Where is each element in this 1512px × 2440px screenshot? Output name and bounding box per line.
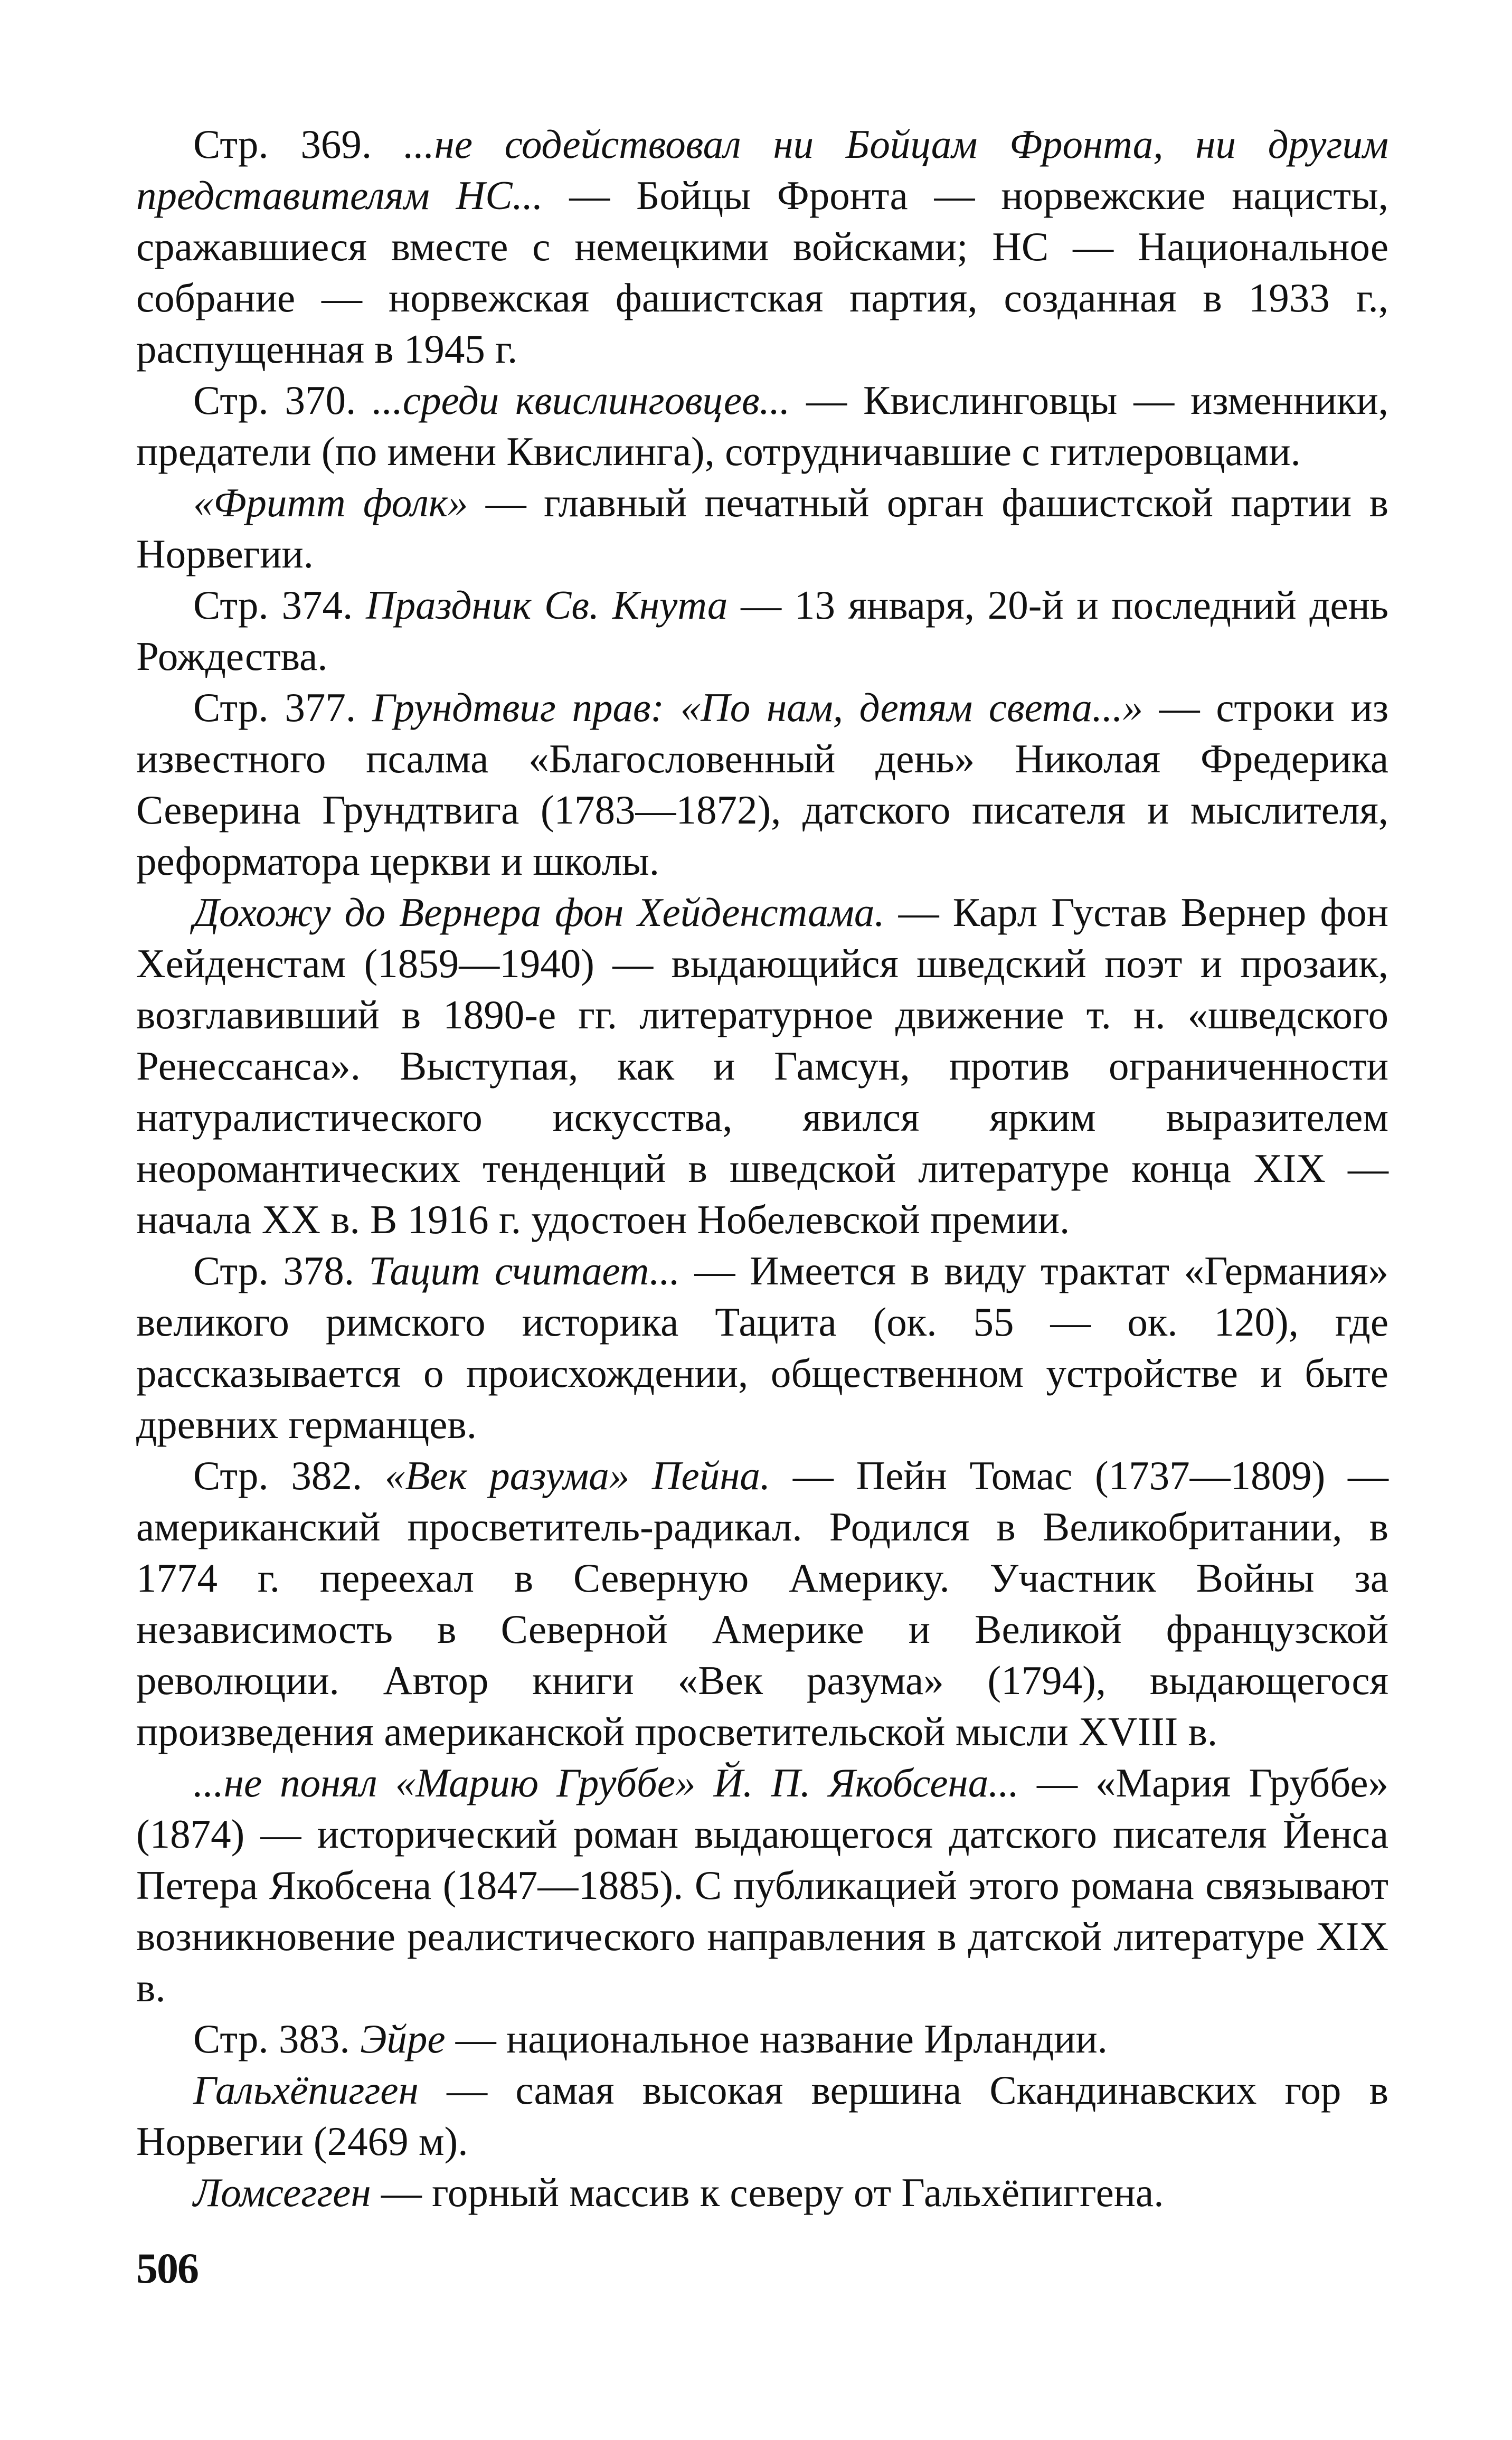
page-reference: Стр. 369. <box>193 121 404 167</box>
commentary-text: — 13 января, 20-й и последний день Рождества. <box>136 582 1389 679</box>
annotated-phrase: Эйре <box>360 2016 446 2061</box>
annotated-phrase: Ломсегген <box>193 2170 371 2215</box>
commentary-text: — главный печатный орган фашистской партии в Норвегии. <box>136 480 1389 576</box>
note-paragraph <box>136 375 1388 477</box>
annotated-phrase: «Фритт фолк» <box>193 480 468 525</box>
note-paragraph <box>136 2065 1388 2167</box>
commentary-text: — «Мария Груббе» (1874) — исторический роман выдающегося датского писателя Йенса Петера Якобсена (1847—1885). С публикацией этого романа связывают возникновение реалистического направления в датской литературе XIX в. <box>136 1760 1388 2010</box>
note-paragraph <box>136 477 1388 580</box>
commentary-text: — Карл Густав Вернер фон Хейденстам (1859—1940) — выдающийся шведский поэт и прозаик, возглавивший в 1890-е гг. литературное движение т. н. «шведского Ренессанса». Выступая, как и Гамсун, против ограниченности натуралистического искусства, явился ярким выразителем неоромантических тенденций в шведской литературе конца XIX — начала XX в. В 1916 г. удостоен Нобелевской премии. <box>136 890 1388 1242</box>
note-paragraph <box>136 2013 1388 2065</box>
note-paragraph <box>136 1450 1388 1757</box>
annotated-phrase: Дохожу до Вернера фон Хейденстама. <box>193 890 885 935</box>
commentary-text: — Имеется в виду трактат «Германия» великого римского историка Тацита (ок. 55 — ок. 120), где рассказывается о происхождении, общественном устройстве и быте древних германцев. <box>136 1248 1388 1447</box>
page-body <box>136 119 1388 2218</box>
commentary-text: — самая высокая вершина Скандинавских гор в Норвегии (2469 м). <box>136 2067 1388 2164</box>
note-paragraph <box>136 887 1388 1245</box>
annotated-phrase: Тацит считает... <box>368 1248 681 1293</box>
annotated-phrase: ...не понял «Марию Груббе» Й. П. Якобсена... <box>193 1760 1019 1805</box>
annotated-phrase: ...не содействовал ни Бойцам Фронта, ни другим представителям НС... <box>136 121 1388 218</box>
commentary-text: — национальное название Ирландии. <box>445 2016 1108 2061</box>
page-reference: Стр. 382. <box>193 1453 385 1498</box>
page-reference: Стр. 374. <box>193 582 366 628</box>
commentary-text: — Квислинговцы — изменники, предатели (по имени Квислинга), сотрудничавшие с гитлеровцами. <box>136 377 1389 474</box>
annotated-phrase: Праздник Св. Кнута <box>365 582 728 628</box>
commentary-text: — строки из известного псалма «Благословенный день» Николая Фредерика Северина Грундтвига (1783—1872), датского писателя и мыслителя, реформатора церкви и школы. <box>136 685 1388 884</box>
commentary-text: — горный массив к северу от Гальхёпиггена. <box>371 2170 1164 2215</box>
note-paragraph <box>136 682 1388 887</box>
note-paragraph <box>136 119 1388 375</box>
note-paragraph <box>136 1245 1388 1450</box>
note-paragraph <box>136 1757 1388 2013</box>
commentary-text: — Пейн Томас (1737—1809) — американский просветитель-радикал. Родился в Великобритании, в 1774 г. переехал в Северную Америку. Участник Войны за независимость в Северной Америке и Великой французской революции. Автор книги «Век разума» (1794), выдающегося произведения американской просветительской мысли XVIII в. <box>136 1453 1389 1754</box>
note-paragraph <box>136 2167 1388 2218</box>
page-reference: Стр. 370. <box>193 377 373 423</box>
page-number: 506 <box>136 2244 198 2292</box>
page-reference: Стр. 378. <box>193 1248 369 1293</box>
page-reference: Стр. 383. <box>193 2016 360 2061</box>
commentary-text: — Бойцы Фронта — норвежские нацисты, сражавшиеся вместе с немецкими войсками; НС — Национальное собрание — норвежская фашистская партия, созданная в 1933 г., распущенная в 1945 г. <box>136 173 1388 372</box>
annotated-phrase: Гальхёпигген <box>193 2067 419 2113</box>
annotated-phrase: Грундтвиг прав: «По нам, детям света...» <box>372 685 1143 730</box>
annotated-phrase: «Век разума» Пейна. <box>384 1453 771 1498</box>
note-paragraph <box>136 580 1388 682</box>
annotated-phrase: ...среди квислинговцев... <box>372 377 790 423</box>
page-reference: Стр. 377. <box>193 685 372 730</box>
